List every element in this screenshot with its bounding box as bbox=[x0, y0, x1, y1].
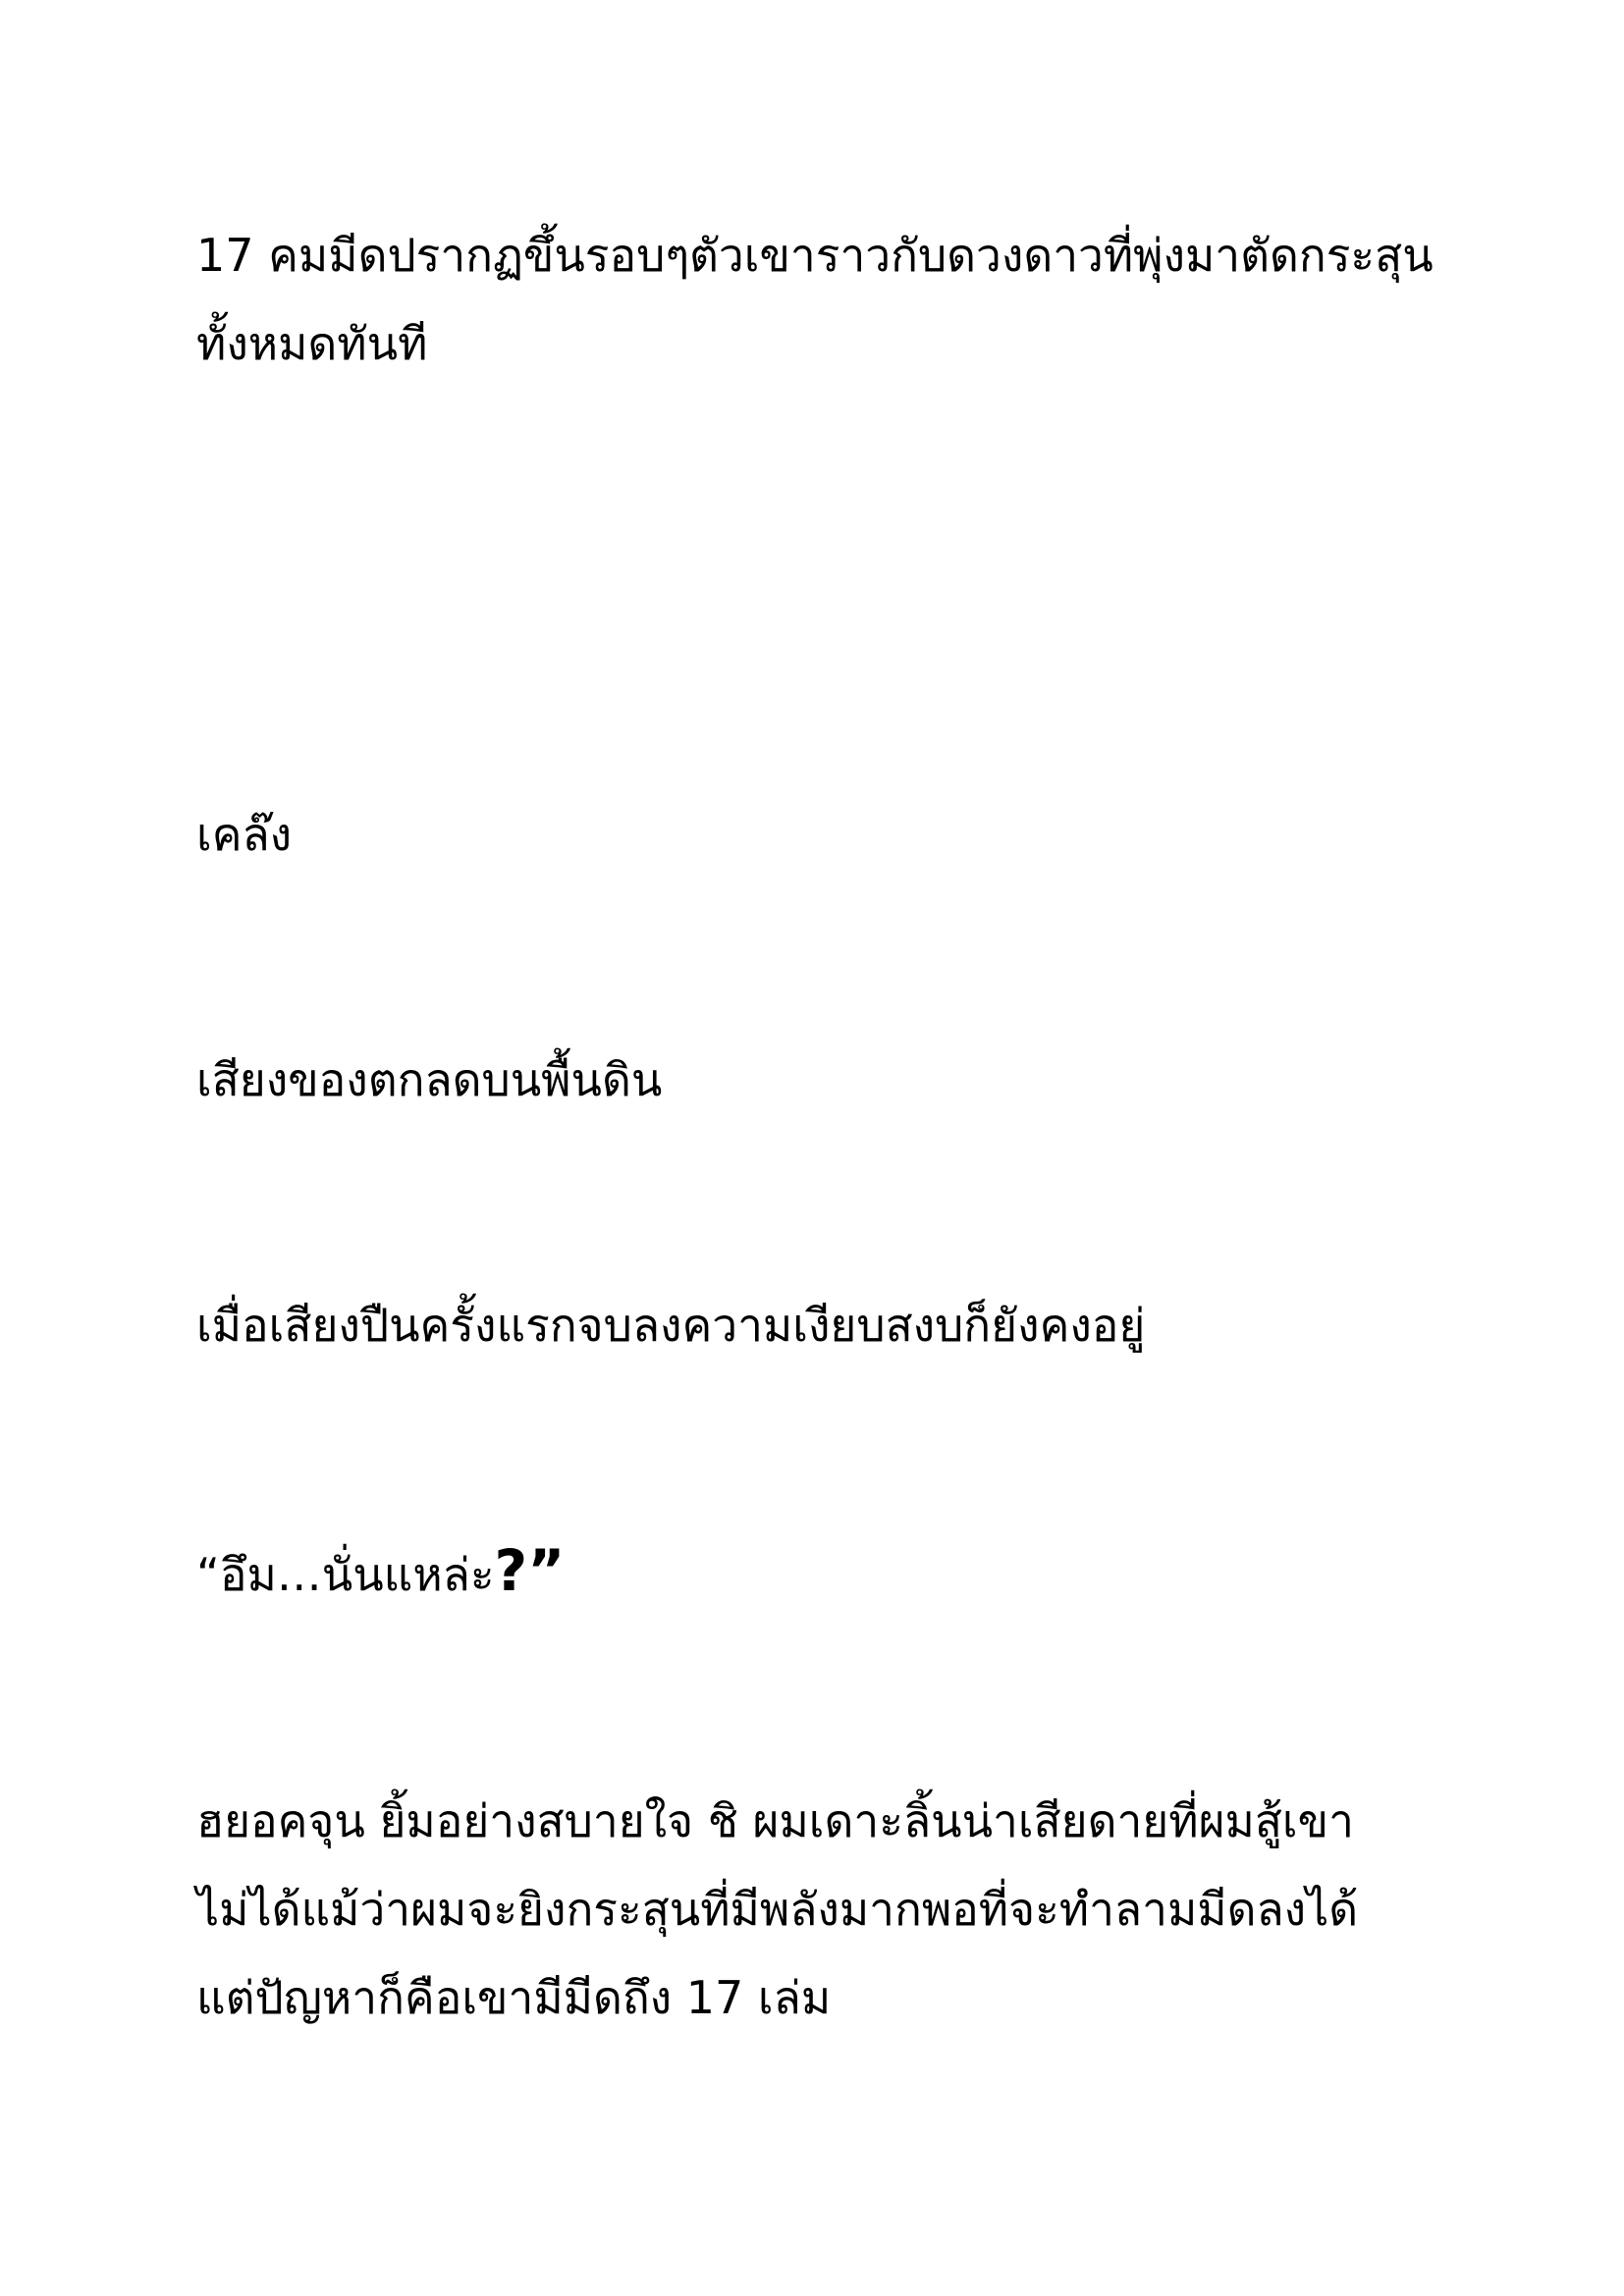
text-line: ไม่ได้แม้ว่าผมจะยิงกระสุนที่มีพลังมากพอที่จะทำลามมีดลงได้ bbox=[196, 1883, 1359, 1936]
paragraph-clang-sound bbox=[196, 790, 1453, 879]
paragraph-falling-sound bbox=[196, 1036, 1453, 1124]
paragraph-narration bbox=[196, 1777, 1453, 2042]
text-line: ฮยอคจุน ยิ้มอย่างสบายใจ ชิ ผมเดาะลิ้นน่าเสียดายที่ผมสู้เขา bbox=[196, 1794, 1354, 1847]
text-line: แต่ปัญหาก็คือเขามีมีดถึง 17 เล่ม bbox=[196, 1971, 832, 2024]
text-line: เคล๊ง bbox=[196, 808, 293, 861]
text-line: 17 คมมีดปรากฏขึ้นรอบๆตัวเขาราวกับดวงดาวที่พุ่งมาตัดกระสุน bbox=[196, 229, 1434, 282]
dialogue-text: “อึม…นั่นแหล่ะ bbox=[196, 1548, 495, 1601]
text-line: เสียงของตกลดบนพื้นดิน bbox=[196, 1053, 663, 1106]
paragraph-dialogue-quote bbox=[196, 1526, 1453, 1619]
paragraph-silence bbox=[196, 1281, 1453, 1369]
paragraph-knives-appear bbox=[196, 211, 1453, 388]
dialogue-question-mark: ?” bbox=[494, 1537, 566, 1604]
text-line: ทั้งหมดทันที bbox=[196, 317, 428, 370]
text-line: เมื่อเสียงปืนครั้งแรกจบลงความเงียบสงบก็ยังคงอยู่ bbox=[196, 1299, 1146, 1352]
dialogue-line bbox=[196, 1526, 1453, 1619]
